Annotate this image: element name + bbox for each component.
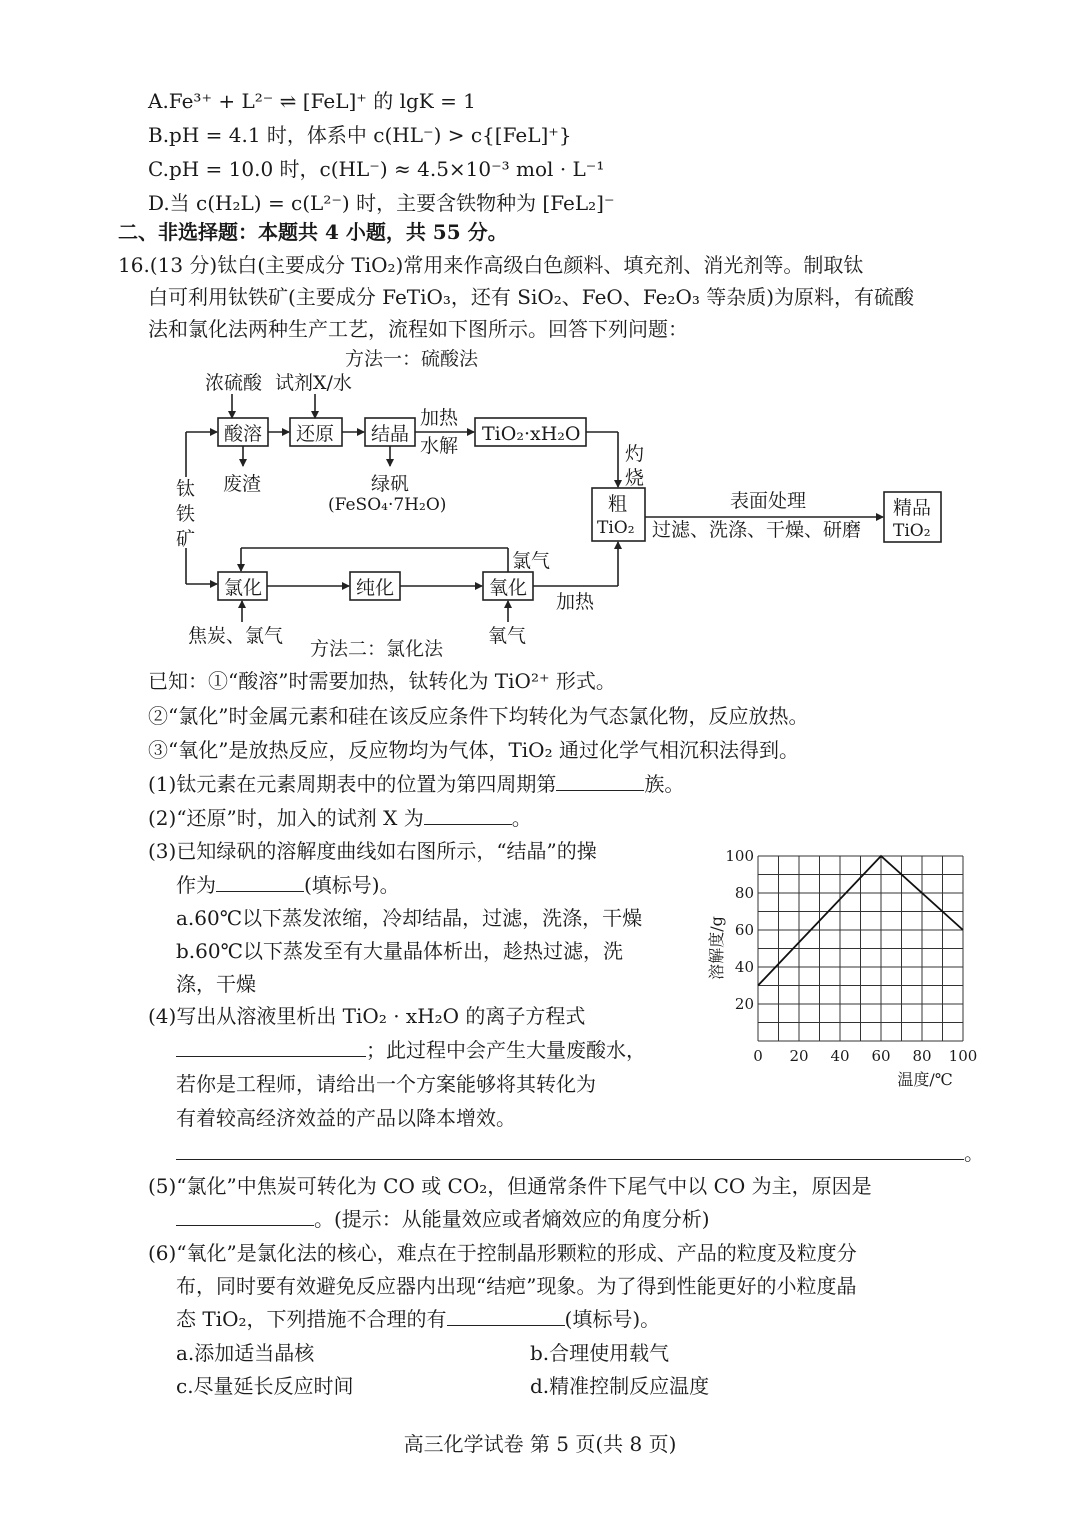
q4-line2 bbox=[176, 1037, 646, 1063]
q3-answer-blank[interactable] bbox=[216, 891, 304, 892]
q1-answer-blank[interactable] bbox=[556, 790, 644, 791]
q3-text: 作为 bbox=[176, 873, 216, 897]
q3-end: (填标号)。 bbox=[304, 873, 400, 897]
q4-end: 。 bbox=[964, 1141, 984, 1165]
ore-label-3: 矿 bbox=[176, 528, 196, 550]
option-c: C.pH = 10.0 时，c(HL⁻) ≈ 4.5×10⁻³ mol · L⁻¹ bbox=[148, 157, 605, 181]
q6-option-b: b.合理使用载气 bbox=[530, 1341, 670, 1365]
box-acid-text: 酸溶 bbox=[224, 423, 263, 445]
fine-text-2: TiO₂ bbox=[893, 521, 931, 541]
ore-label-2: 铁 bbox=[176, 503, 196, 525]
x-tick-label: 60 bbox=[871, 1047, 891, 1065]
q4-answer-line bbox=[176, 1140, 984, 1166]
q5-line1: (5)“氯化”中焦炭可转化为 CO 或 CO₂，但通常条件下尾气中以 CO 为主，原因是 bbox=[148, 1174, 872, 1198]
box-reduce-text: 还原 bbox=[296, 423, 335, 445]
q3-option-a: a.60℃以下蒸发浓缩，冷却结晶，过滤，洗涤，干燥 bbox=[176, 906, 643, 930]
box-oxid-text: 氧化 bbox=[489, 577, 528, 599]
reagent-x-water: 试剂X/水 bbox=[275, 372, 352, 394]
q6-option-c: c.尽量延长反应时间 bbox=[176, 1374, 354, 1398]
x-axis-label: 温度/℃ bbox=[897, 1070, 953, 1089]
q6-line3 bbox=[176, 1306, 660, 1332]
heat-label: 加热 bbox=[420, 407, 459, 429]
q4-line1: (4)写出从溶液里析出 TiO₂ · xH₂O 的离子方程式 bbox=[148, 1004, 586, 1028]
y-tick-label: 80 bbox=[734, 884, 754, 902]
box-chlor-text: 氯化 bbox=[224, 577, 263, 599]
x-tick-label: 80 bbox=[912, 1047, 932, 1065]
q4-line3: 若你是工程师，请给出一个方案能够将其转化为 bbox=[176, 1072, 596, 1096]
q1 bbox=[148, 771, 684, 797]
y-axis-label: 溶解度/g bbox=[707, 916, 726, 980]
surface-steps-label: 过滤、洗涤、干燥、研磨 bbox=[652, 519, 862, 541]
q1-end: 族。 bbox=[644, 772, 685, 796]
q1-text: (1)钛元素在元素周期表中的位置为第四周期第 bbox=[148, 772, 557, 796]
q6-end: (填标号)。 bbox=[564, 1307, 661, 1331]
q5-line2-text: 。(提示：从能量效应或者熵效应的角度分析) bbox=[314, 1207, 710, 1231]
process-flow-diagram bbox=[0, 0, 1080, 660]
q6-option-a: a.添加适当晶核 bbox=[176, 1341, 315, 1365]
hydrolysis-label: 水解 bbox=[420, 435, 459, 457]
q2-answer-blank[interactable] bbox=[424, 824, 512, 825]
y-tick-label: 40 bbox=[734, 958, 754, 976]
box-crystal-text: 结晶 bbox=[371, 423, 410, 445]
q5-line2 bbox=[176, 1206, 710, 1232]
green-vitriol-formula: (FeSO₄·7H₂O) bbox=[328, 495, 447, 515]
y-tick-label: 100 bbox=[725, 847, 754, 865]
q16-intro-line1: 16.(13 分)钛白(主要成分 TiO₂)常用来作高级白色颜料、填充剂、消光剂等。制取钛 bbox=[118, 253, 864, 277]
q4-line4: 有着较高经济效益的产品以降本增效。 bbox=[176, 1106, 516, 1130]
crude-text-1: 粗 bbox=[608, 493, 628, 515]
q3-option-b-line1: b.60℃以下蒸发至有大量晶体析出，趁热过滤，洗 bbox=[176, 939, 623, 963]
option-d: D.当 c(H₂L) = c(L²⁻) 时，主要含铁物种为 [FeL₂]⁻ bbox=[148, 191, 615, 215]
q2 bbox=[148, 805, 532, 831]
q4-plan-blank[interactable] bbox=[176, 1159, 964, 1160]
x-tick-label: 20 bbox=[789, 1047, 809, 1065]
q4-line2-text: ；此过程中会产生大量废酸水， bbox=[366, 1038, 646, 1062]
y-tick-label: 20 bbox=[734, 995, 754, 1013]
page-footer: 高三化学试卷 第 5 页(共 8 页) bbox=[403, 1432, 677, 1456]
box-hydrate-text: TiO₂·xH₂O bbox=[482, 423, 581, 445]
crude-text-2: TiO₂ bbox=[597, 518, 635, 538]
solubility-chart bbox=[700, 838, 990, 1098]
box-purify-text: 纯化 bbox=[356, 577, 395, 599]
calcine-label-1: 灼 bbox=[625, 443, 645, 465]
q3-line1: (3)已知绿矾的溶解度曲线如右图所示，“结晶”的操 bbox=[148, 839, 597, 863]
q3-option-b-line2: 涤，干燥 bbox=[176, 972, 256, 996]
x-tick-label: 100 bbox=[948, 1047, 978, 1065]
q5-answer-blank[interactable] bbox=[176, 1225, 314, 1226]
waste-label: 废渣 bbox=[223, 473, 262, 495]
known-1: 已知：①“酸溶”时需要加热，钛转化为 TiO²⁺ 形式。 bbox=[148, 669, 616, 693]
q16-intro-line2: 白可利用钛铁矿(主要成分 FeTiO₃，还有 SiO₂、FeO、Fe₂O₃ 等杂质)为原料，有硫酸 bbox=[148, 285, 915, 309]
q16-intro-line3: 法和氯化法两种生产工艺，流程如下图所示。回答下列问题： bbox=[148, 317, 688, 341]
calcine-label-2: 烧 bbox=[625, 467, 645, 489]
q2-end: 。 bbox=[511, 806, 532, 830]
q4-equation-blank[interactable] bbox=[176, 1056, 366, 1057]
method2-title: 方法二：氯化法 bbox=[310, 638, 444, 660]
section-title: 二、非选择题：本题共 4 小题，共 55 分。 bbox=[118, 220, 508, 244]
x-tick-label: 0 bbox=[753, 1047, 763, 1065]
surface-treat-label: 表面处理 bbox=[730, 490, 807, 512]
option-a: A.Fe³⁺ + L²⁻ ⇌ [FeL]⁺ 的 lgK = 1 bbox=[148, 89, 476, 113]
q6-option-d: d.精准控制反应温度 bbox=[530, 1374, 710, 1398]
coke-chlorine-label: 焦炭、氯气 bbox=[188, 625, 284, 647]
reagent-h2so4: 浓硫酸 bbox=[205, 372, 263, 394]
option-b: B.pH = 4.1 时，体系中 c(HL⁻) > c{[FeL]⁺} bbox=[148, 123, 572, 147]
fine-text-1: 精品 bbox=[893, 497, 932, 519]
known-3: ③“氧化”是放热反应，反应物均为气体，TiO₂ 通过化学气相沉积法得到。 bbox=[148, 738, 799, 762]
q3-line2 bbox=[176, 872, 400, 898]
x-tick-label: 40 bbox=[830, 1047, 850, 1065]
green-vitriol-label: 绿矾 bbox=[371, 473, 410, 495]
q6-line1: (6)“氧化”是氯化法的核心，难点在于控制晶形颗粒的形成、产品的粒度及粒度分 bbox=[148, 1241, 857, 1265]
method1-title: 方法一：硫酸法 bbox=[345, 348, 479, 370]
ore-label-1: 钛 bbox=[176, 478, 196, 500]
q6-answer-blank[interactable] bbox=[447, 1325, 565, 1326]
q6-text: 态 TiO₂，下列措施不合理的有 bbox=[176, 1307, 447, 1331]
q2-text: (2)“还原”时，加入的试剂 X 为 bbox=[148, 806, 424, 830]
chlorine-gas-label: 氯气 bbox=[512, 550, 551, 572]
known-2: ②“氯化”时金属元素和硅在该反应条件下均转化为气态氯化物，反应放热。 bbox=[148, 704, 809, 728]
y-tick-label: 60 bbox=[734, 921, 754, 939]
oxygen-label: 氧气 bbox=[488, 625, 527, 647]
q6-line2: 布，同时要有效避免反应器内出现“结疤”现象。为了得到性能更好的小粒度晶 bbox=[176, 1274, 857, 1298]
heating-label: 加热 bbox=[556, 591, 595, 613]
